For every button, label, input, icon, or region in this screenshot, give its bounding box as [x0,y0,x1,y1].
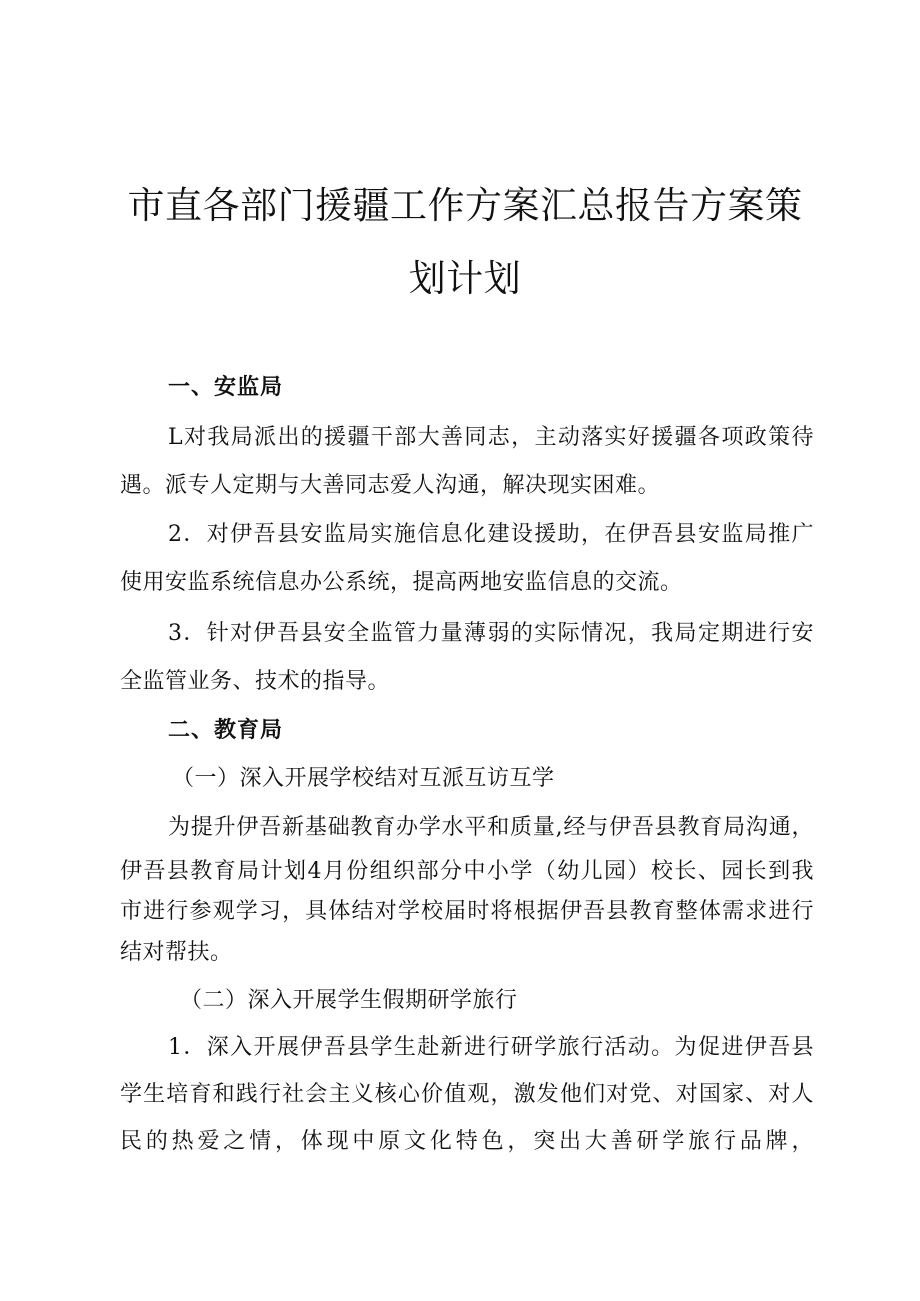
paragraph-line: 全监管业务、技术的指导。 [120,669,391,694]
paragraph-line: 遇。派专人定期与大善同志爱人沟通，解决现实困难。 [120,473,661,498]
paragraph-line: 为提升伊吾新基础教育办学水平和质量,经与伊吾县教育局沟通， [168,815,814,840]
subsection-heading: （二）深入开展学生假期研学旅行 [180,988,518,1013]
section-heading-education-bureau: 二、教育局 [168,718,284,743]
paragraph-line: L对我局派出的援疆干部大善同志，主动落实好援疆各项政策待 [168,425,814,450]
paragraph-line: 3．针对伊吾县安全监管力量薄弱的实际情况，我局定期进行安 [168,621,814,646]
paragraph-line: 市进行参观学习，具体结对学校届时将根据伊吾县教育整体需求进行 [120,899,814,924]
paragraph-line: 学生培育和践行社会主义核心价值观，激发他们对党、对国家、对人 [120,1082,814,1107]
document-title-line-1: 市直各部门援疆工作方案汇总报告方案策 [127,184,803,227]
subsection-heading: （一）深入开展学校结对互派互访互学 [172,766,555,791]
paragraph-line: 结对帮扶。 [120,940,233,965]
paragraph-line: 使用安监系统信息办公系统，提高两地安监信息的交流。 [120,570,683,595]
document-title-line-2: 划计划 [408,257,522,300]
paragraph-line: 民的热爱之情，体现中原文化特色，突出大善研学旅行品牌， [120,1129,814,1154]
paragraph-line: 1．深入开展伊吾县学生赴新进行研学旅行活动。为促进伊吾县 [168,1035,814,1060]
paragraph-line: 伊吾县教育局计划4月份组织部分中小学（幼儿园）校长、园长到我 [120,859,814,884]
section-heading-safety-bureau: 一、安监局 [168,375,284,400]
paragraph-line: 2．对伊吾县安监局实施信息化建设援助，在伊吾县安监局推广 [168,522,814,547]
